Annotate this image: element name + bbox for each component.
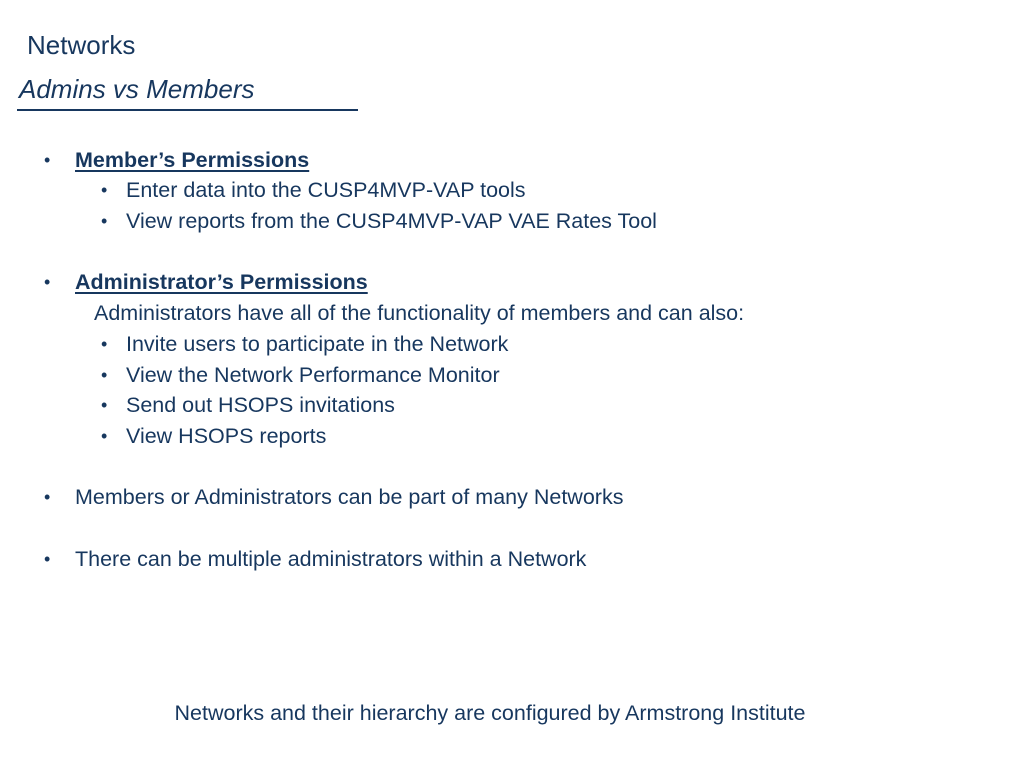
bullet-icon: •	[101, 426, 108, 446]
bullet-icon: •	[101, 180, 108, 200]
admins-permission-item: View HSOPS reports	[126, 424, 327, 448]
note-item: There can be multiple administrators within a Network	[75, 547, 587, 571]
admins-permissions-heading: Administrator’s Permissions	[75, 270, 368, 294]
bullet-icon: •	[101, 365, 108, 385]
note-item: Members or Administrators can be part of many Networks	[75, 485, 624, 509]
admins-permission-item: Invite users to participate in the Network	[126, 332, 509, 356]
slide-subtitle: Admins vs Members	[19, 74, 255, 104]
bullet-icon: •	[101, 211, 108, 231]
members-permission-item: View reports from the CUSP4MVP-VAP VAE Rates Tool	[126, 209, 657, 233]
bullet-icon: •	[44, 272, 51, 292]
admins-permission-item: Send out HSOPS invitations	[126, 393, 395, 417]
admins-permission-item: View the Network Performance Monitor	[126, 363, 500, 387]
members-permissions-heading: Member’s Permissions	[75, 148, 310, 172]
members-permission-item: Enter data into the CUSP4MVP-VAP tools	[126, 178, 526, 202]
slide-footer-note: Networks and their hierarchy are configured by Armstrong Institute	[174, 701, 806, 725]
bullet-icon: •	[44, 549, 51, 569]
bullet-icon: •	[101, 395, 108, 415]
title-underline-divider	[17, 109, 358, 111]
admins-permissions-intro: Administrators have all of the functionality of members and can also:	[94, 301, 745, 325]
bullet-icon: •	[101, 334, 108, 354]
slide-title: Networks	[27, 30, 136, 60]
bullet-icon: •	[44, 150, 51, 170]
bullet-icon: •	[44, 487, 51, 507]
